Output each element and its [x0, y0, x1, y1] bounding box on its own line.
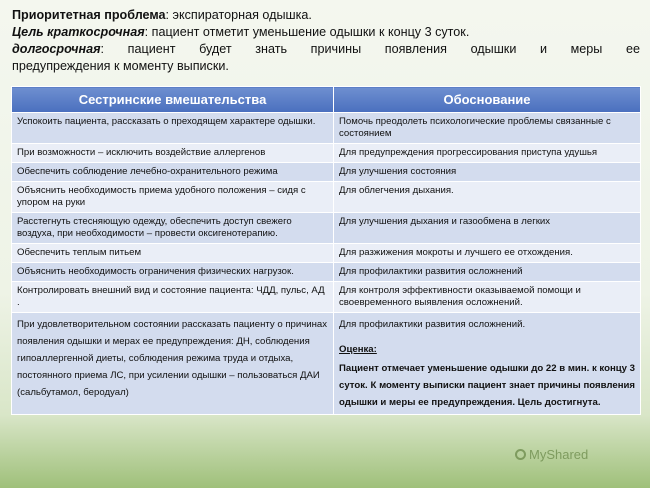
priority-label: Приоритетная проблема	[12, 8, 166, 22]
table-row	[12, 113, 641, 144]
problem-header	[12, 7, 640, 75]
intervention-cell: Расстегнуть стесняющую одежду, обеспечить доступ свежего воздуха, при необходимости – провести оксигенотерапию.	[12, 213, 334, 244]
table-row	[12, 263, 641, 282]
intervention-cell: Объяснить необходимость приема удобного положения – сидя с упором на руки	[12, 182, 334, 213]
rationale-cell: Для улучшения дыхания и газообмена в легких	[334, 213, 641, 244]
rationale-cell: Для улучшения состояния	[334, 163, 641, 182]
intervention-cell: Контролировать внешний вид и состояние пациента: ЧДД, пульс, АД .	[12, 282, 334, 313]
watermark-logo-icon	[515, 449, 526, 460]
short-goal-label: Цель краткосрочная	[12, 25, 145, 39]
table-row	[12, 144, 641, 163]
intervention-cell: Успокоить пациента, рассказать о преходящем характере одышки.	[12, 113, 334, 144]
table-row-final	[12, 313, 641, 415]
table-row	[12, 282, 641, 313]
intervention-cell: При удовлетворительном состоянии рассказать пациенту о причинах появления одышки и мерах ее предупреждения: ДН, соблюдения гипоаллергенной диеты, соблюдения режима труда и отдыха, постоянного приема ЛС, при усилении одышки – пользоваться ДАИ (сальбутамол, беродуал)	[12, 313, 334, 415]
evaluation-text: Пациент отмечает уменьшение одышки до 22 в мин. к концу 3 суток. К моменту выписки пациент знает причины появления одышки и меры ее предупреждения. Цель достигнута.	[339, 363, 635, 408]
priority-problem-line	[12, 7, 640, 24]
rationale-cell: Для контроля эффективности оказываемой помощи и своевременного выявления осложнений.	[334, 282, 641, 313]
long-goal-label: долгосрочная	[12, 42, 101, 56]
long-goal-text: : пациент будет знать причины появления одышки и меры ее	[100, 42, 640, 56]
intervention-cell: Обеспечить теплым питьем	[12, 244, 334, 263]
intervention-cell: Объяснить необходимость ограничения физических нагрузок.	[12, 263, 334, 282]
rationale-cell: Помочь преодолеть психологические проблемы связанные с состоянием	[334, 113, 641, 144]
table-row	[12, 163, 641, 182]
evaluation-title: Оценка:	[339, 344, 377, 355]
rationale-cell: Для предупреждения прогрессирования приступа удушья	[334, 144, 641, 163]
long-goal-line	[12, 41, 640, 58]
column-header-interventions: Сестринские вмешательства	[12, 87, 334, 113]
rationale-text: Для профилактики развития осложнений.	[339, 319, 526, 330]
short-goal-line	[12, 24, 640, 41]
rationale-cell: Для профилактики развития осложнений	[334, 263, 641, 282]
rationale-cell: Для облегчения дыхания.	[334, 182, 641, 213]
priority-text: : экспираторная одышка.	[165, 8, 312, 22]
watermark-text: MyShared	[529, 447, 589, 462]
table-row	[12, 244, 641, 263]
watermark	[515, 447, 588, 462]
table-row	[12, 182, 641, 213]
nursing-table	[11, 86, 641, 415]
short-goal-text: : пациент отметит уменьшение одышки к концу 3 суток.	[144, 25, 470, 39]
column-header-rationale: Обоснование	[334, 87, 641, 113]
intervention-cell: Обеспечить соблюдение лечебно-охранительного режима	[12, 163, 334, 182]
long-goal-text-cont: предупреждения к моменту выписки.	[12, 59, 229, 73]
long-goal-line-cont	[12, 58, 640, 75]
rationale-cell: Для разжижения мокроты и лучшего ее отхождения.	[334, 244, 641, 263]
table-header-row	[12, 87, 641, 113]
intervention-cell: При возможности – исключить воздействие аллергенов	[12, 144, 334, 163]
table-row	[12, 213, 641, 244]
rationale-cell	[334, 313, 641, 415]
